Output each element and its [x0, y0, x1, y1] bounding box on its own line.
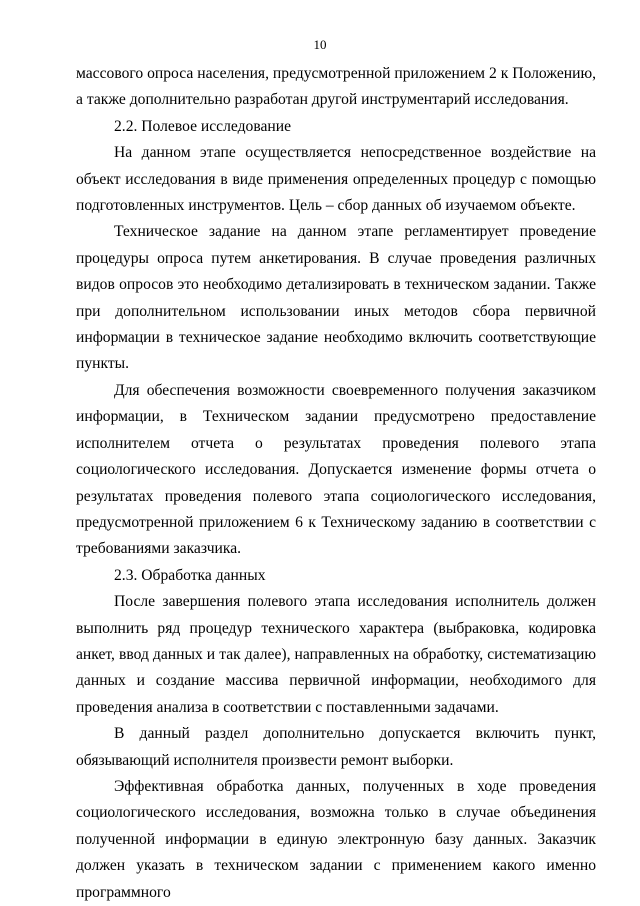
document-body — [76, 61, 596, 906]
paragraph: Эффективная обработка данных, полученных в ходе проведения социологического исследования, возможна только в случае объединения полученной информации в единую электронную базу данных. Заказчик должен указать в техническом задании с применением какого именно программного — [76, 777, 596, 901]
paragraph-continuation: массового опроса населения, предусмотренной приложением 2 к Положению, а также дополнительно разработан другой инструментарий исследования. — [76, 65, 596, 109]
page-number: 10 — [313, 37, 327, 52]
paragraph: В данный раздел дополнительно допускается включить пункт, обязывающий исполнителя произвести ремонт выборки. — [76, 725, 596, 769]
paragraph: Для обеспечения возможности своевременного получения заказчиком информации, в Техническом задании предусмотрено предоставление исполнителем отчета о результатах проведения полевого этапа социологического исследования. Допускается изменение формы отчета о результатах проведения полевого этапа социологического исследования, предусмотренной приложением 6 к Техническому заданию в соответствии с требованиями заказчика. — [76, 381, 596, 558]
paragraph: Техническое задание на данном этапе регламентирует проведение процедуры опроса путем анкетирования. В случае проведения различных видов опросов это необходимо детализировать в техническом задании. Также при дополнительном использовании иных методов сбора первичной информации в техническое задание необходимо включить соответствующие пункты. — [76, 223, 596, 373]
section-heading-field-research: 2.2. Полевое исследование — [114, 117, 292, 135]
paragraph: После завершения полевого этапа исследования исполнитель должен выполнить ряд процедур технического характера (выбраковка, кодировка анкет, ввод данных и так далее), направленных на обработку, систематизацию данных и создание массива первичной информации, необходимого для проведения анализа в соответствии с поставленными задачами. — [76, 593, 596, 716]
section-heading-data-processing: 2.3. Обработка данных — [114, 566, 266, 584]
paragraph: На данном этапе осуществляется непосредственное воздействие на объект исследования в виде применения определенных процедур с помощью подготовленных инструментов. Цель – сбор данных об изучаемом объекте. — [76, 144, 596, 215]
